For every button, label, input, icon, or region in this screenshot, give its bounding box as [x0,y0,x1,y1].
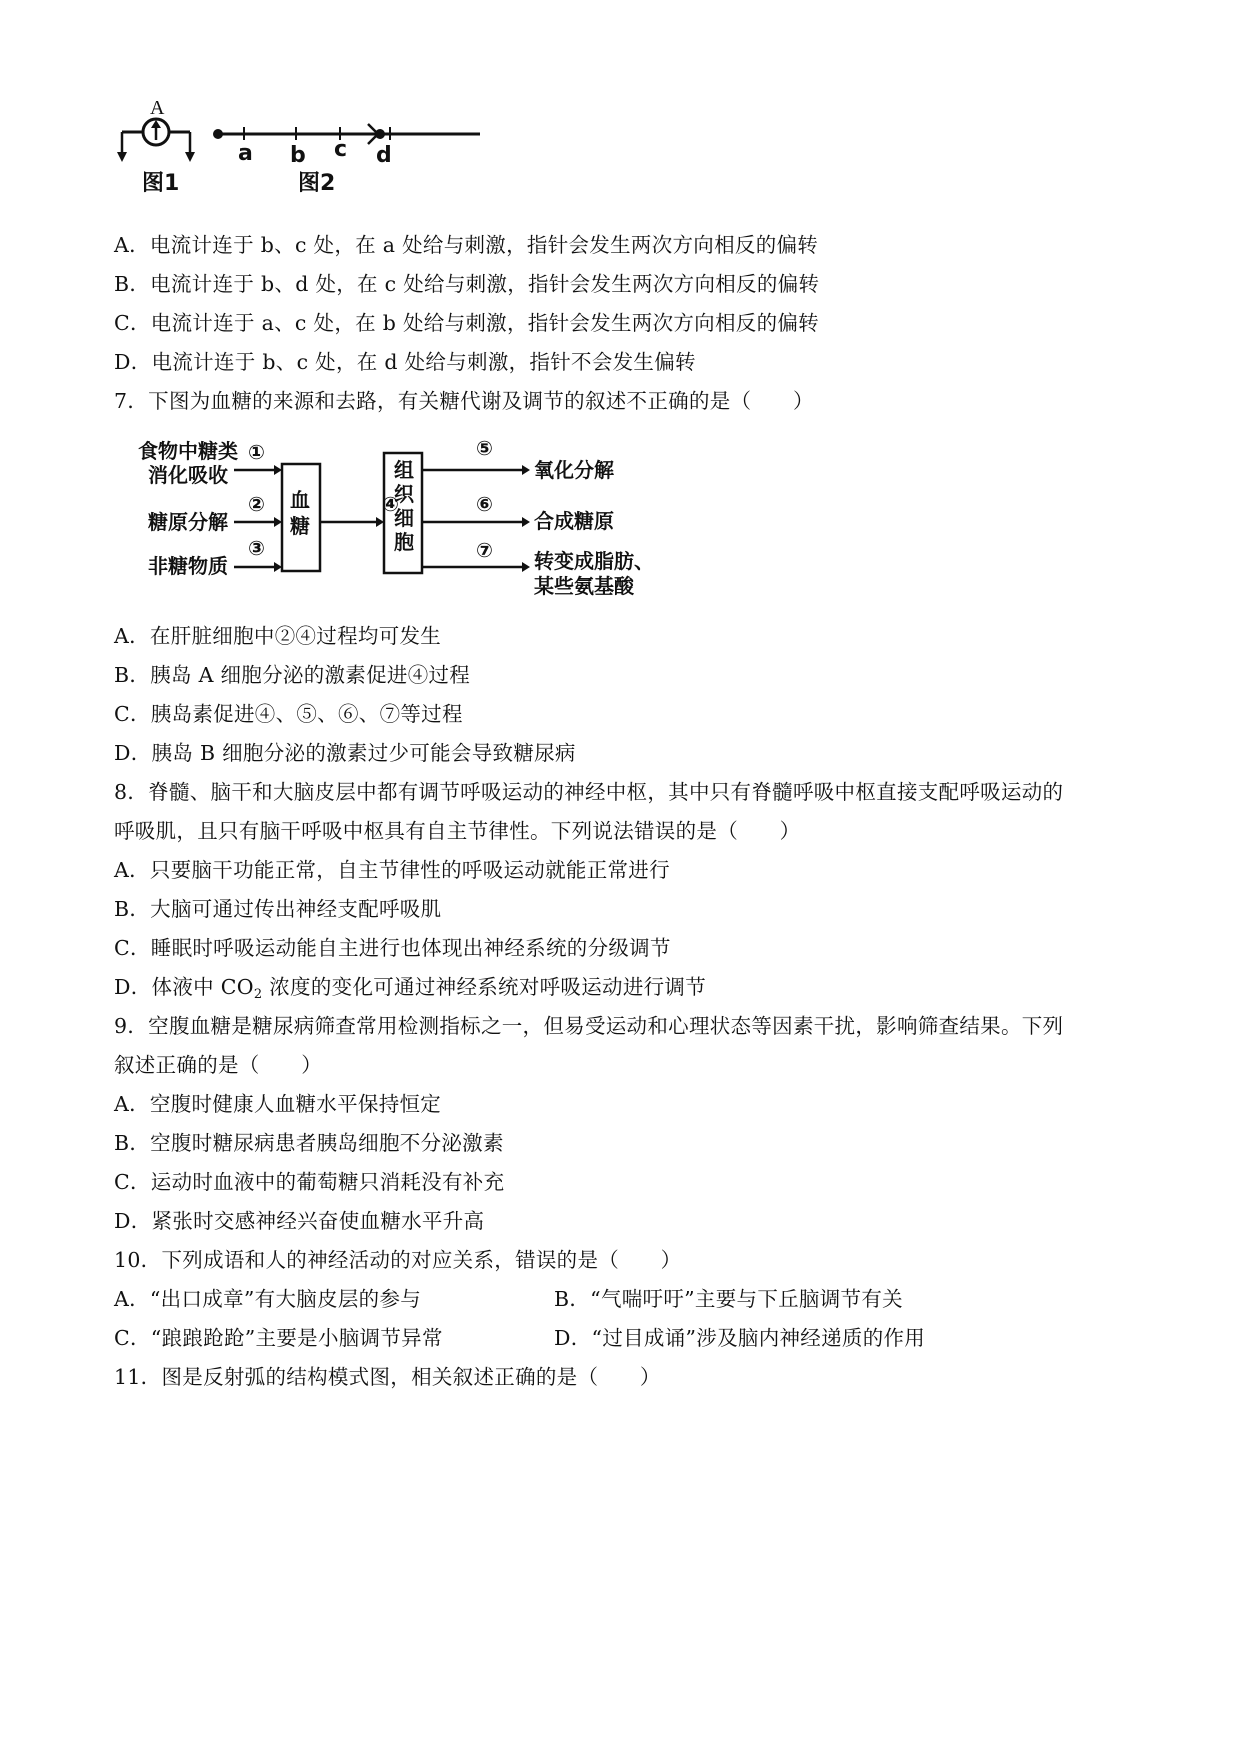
q9-option-d: D．紧张时交感神经兴奋使血糖水平升高 [114,1209,485,1233]
q8-option-d-pre: D．体液中 CO [114,975,254,999]
output-fat-line1: 转变成脂肪、 [534,549,654,573]
box-blood-sugar-line1: 血 [290,488,310,512]
q8-option-d [114,974,706,1000]
point-c: c [334,137,348,162]
q8-option-c: C．睡眠时呼吸运动能自主进行也体现出神经系统的分级调节 [114,936,671,960]
blood-glucose-diagram [136,437,696,597]
q7-option-a: A．在肝脏细胞中②④过程均可发生 [114,624,442,648]
q6-option-a: A．电流计连于 b、c 处，在 a 处给与刺激，指针会发生两次方向相反的偏转 [114,233,819,257]
source-nonsugar: 非糖物质 [148,554,228,578]
q9-option-c: C．运动时血液中的葡萄糖只消耗没有补充 [114,1170,505,1194]
process-1: ① [248,440,265,464]
q9-stem-line1: 9．空腹血糖是糖尿病筛查常用检测指标之一，但易受运动和心理状态等因素干扰，影响筛查结果。下列 [114,1014,1064,1038]
box-tissue-cell-4: 胞 [394,530,414,554]
q10-option-a: A．“出口成章”有大脑皮层的参与 [114,1287,422,1311]
q11-stem: 11．图是反射弧的结构模式图，相关叙述正确的是（ ） [114,1365,661,1389]
source-glycogen: 糖原分解 [148,510,228,534]
box-tissue-cell-2: 织 [394,482,414,506]
nerve-fiber-figure [116,100,486,200]
source-food-line2: 消化吸收 [148,463,228,487]
q9-option-b: B．空腹时糖尿病患者胰岛细胞不分泌激素 [114,1131,504,1155]
q8-option-b: B．大脑可通过传出神经支配呼吸肌 [114,897,442,921]
q10-option-d: D．“过目成诵”涉及脑内神经递质的作用 [554,1326,926,1350]
q10-stem: 10．下列成语和人的神经活动的对应关系，错误的是（ ） [114,1248,682,1272]
box-tissue-cell-3: 细 [394,506,414,530]
q9-stem-line2: 叙述正确的是（ ） [114,1053,322,1077]
q8-option-d-post: 浓度的变化可通过神经系统对呼吸运动进行调节 [262,975,707,999]
q7-option-c: C．胰岛素促进④、⑤、⑥、⑦等过程 [114,702,463,726]
q7-stem: 7．下图为血糖的来源和去路，有关糖代谢及调节的叙述不正确的是（ ） [114,389,814,413]
q8-option-a: A．只要脑干功能正常，自主节律性的呼吸运动就能正常进行 [114,858,670,882]
process-5: ⑤ [476,437,493,460]
q7-option-b: B．胰岛 A 细胞分泌的激素促进④过程 [114,663,471,687]
process-7: ⑦ [476,538,493,562]
output-fat-line2: 某些氨基酸 [534,574,634,597]
q9-option-a: A．空腹时健康人血糖水平保持恒定 [114,1092,442,1116]
figure1-caption: 图1 [142,171,180,196]
process-3: ③ [248,536,265,560]
point-d: d [376,143,392,168]
point-b: b [290,143,306,168]
q8-stem-line1: 8．脊髓、脑干和大脑皮层中都有调节呼吸运动的神经中枢，其中只有脊髓呼吸中枢直接支配呼吸运动的 [114,780,1064,804]
q10-option-b: B．“气喘吁吁”主要与下丘脑调节有关 [554,1287,903,1311]
box-tissue-cell-1: 组 [394,458,414,482]
output-oxidation: 氧化分解 [534,458,614,482]
output-glycogen: 合成糖原 [534,509,614,533]
q6-option-d: D．电流计连于 b、c 处，在 d 处给与刺激，指针不会发生偏转 [114,350,696,374]
q6-option-b: B．电流计连于 b、d 处，在 c 处给与刺激，指针会发生两次方向相反的偏转 [114,272,820,296]
process-2: ② [248,492,265,516]
q7-option-d: D．胰岛 B 细胞分泌的激素过少可能会导致糖尿病 [114,741,576,765]
q6-option-c: C．电流计连于 a、c 处，在 b 处给与刺激，指针会发生两次方向相反的偏转 [114,311,819,335]
q10-option-c: C．“踉踉跄跄”主要是小脑调节异常 [114,1326,443,1350]
q8-stem-line2: 呼吸肌，且只有脑干呼吸中枢具有自主节律性。下列说法错误的是（ ） [114,819,801,843]
process-6: ⑥ [476,492,493,516]
box-blood-sugar-line2: 糖 [290,514,310,538]
figure2-caption: 图2 [298,171,336,196]
meter-label: A [150,100,165,119]
source-food-line1: 食物中糖类 [138,439,238,463]
process-4: ④ [382,492,399,516]
q8-option-d-subscript: 2 [253,987,263,1002]
point-a: a [238,141,253,166]
